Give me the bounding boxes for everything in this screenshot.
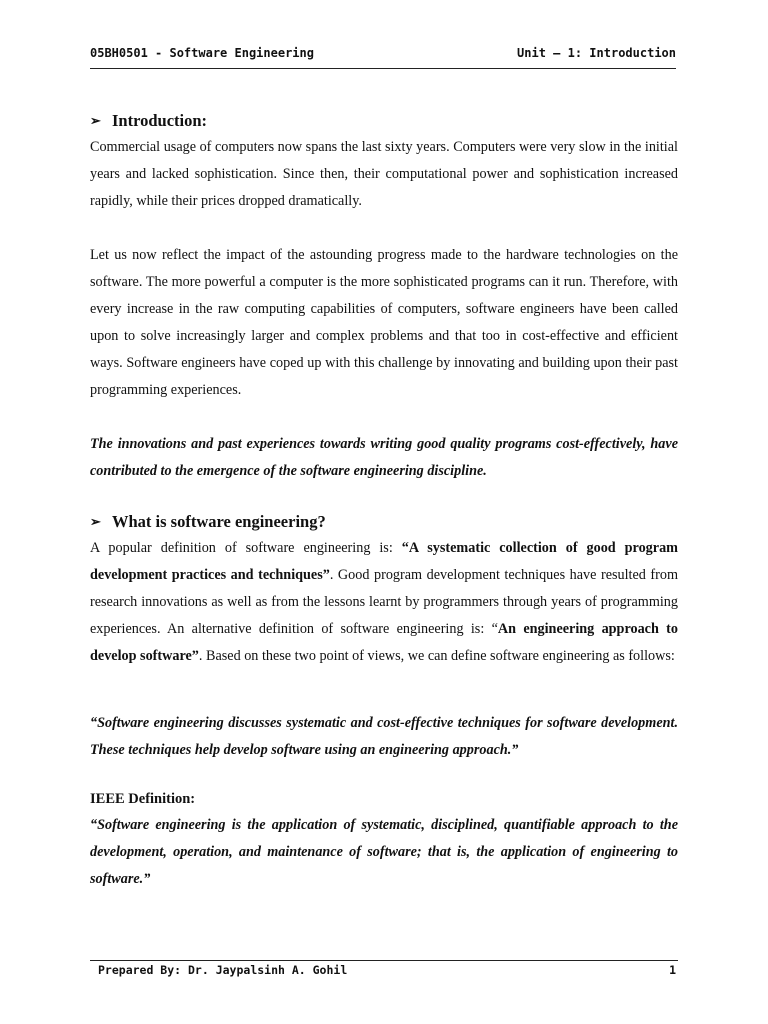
intro-paragraph-2: Let us now reflect the impact of the astounding progress made to the hardware technologies on the software. The more powerful a computer is the more sophisticated programs can it run. Therefore, with every increase in the raw computing capabilities of computers, software engineers have been called upon to solve increasingly larger and complex problems and that too in cost-effective and efficient ways. Software engineers have coped up with this challenge by innovating and building upon their past programming experiences.: [90, 247, 678, 398]
definition-text-a: A popular definition of software engineering is:: [90, 540, 402, 556]
definition-text-e: . Based on these two point of views, we can define software engineering as follows:: [198, 648, 675, 664]
ieee-definition-text: “Software engineering is the application of systematic, disciplined, quantifiable approach to the development, operation, and maintenance of software; that is, the application of engineering to software.”: [90, 817, 678, 887]
intro-paragraph-1: Commercial usage of computers now spans the last sixty years. Computers were very slow in the initial years and lacked sophistication. Since then, their computational power and sophistication increased rapidly, while their prices dropped dramatically.: [90, 139, 678, 209]
ieee-definition-heading: IEEE Definition:: [90, 791, 196, 807]
unit-title: Unit – 1: Introduction: [517, 46, 676, 60]
intro-heading-text: Introduction:: [112, 111, 208, 130]
page-footer: [90, 960, 678, 977]
definition-quote-2: An engineering approach to develop software”: [90, 621, 678, 664]
page-header: [90, 46, 676, 69]
arrow-bullet-icon: ➢: [90, 514, 101, 529]
definition-paragraph: [90, 535, 678, 670]
intro-emphasis-paragraph: The innovations and past experiences towards writing good quality programs cost-effectively, have contributed to the emergence of the software engineering discipline.: [90, 436, 678, 479]
what-heading: [90, 509, 678, 535]
definition-quote-paragraph: “Software engineering discusses systematic and cost-effective techniques for software development. These techniques help develop software using an engineering approach.”: [90, 715, 678, 758]
definition-text-c: . Good program development techniques have resulted from research innovations as well as from the lessons learnt by programmers through years of programming experiences. An alternative definition of software engineering is: “: [90, 567, 678, 637]
what-heading-text: What is software engineering?: [112, 512, 326, 531]
page-number: 1: [669, 963, 676, 977]
arrow-bullet-icon: ➢: [90, 113, 101, 128]
page-content: [90, 108, 678, 893]
intro-heading: [90, 108, 678, 134]
definition-quote-1: “A systematic collection of good program development practices and techniques”: [90, 540, 678, 583]
course-title: 05BH0501 - Software Engineering: [90, 46, 314, 60]
author-credit: Prepared By: Dr. Jaypalsinh A. Gohil: [98, 963, 348, 977]
